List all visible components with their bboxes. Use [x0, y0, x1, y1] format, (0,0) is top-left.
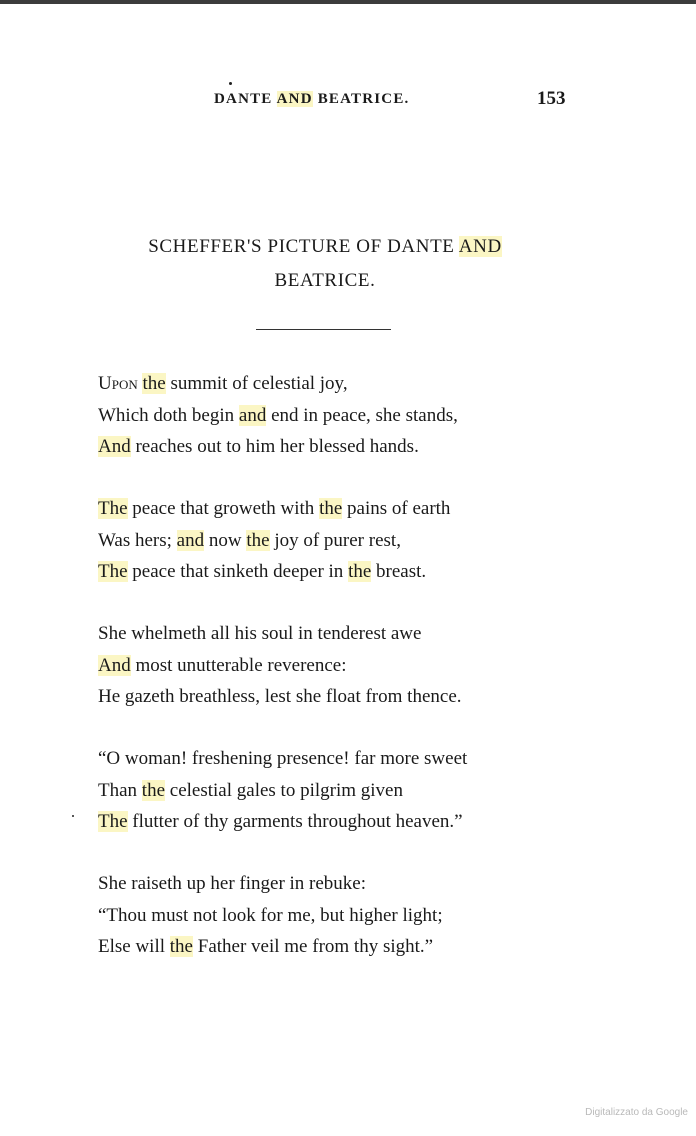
top-bar — [0, 0, 696, 4]
page-number: 153 — [537, 88, 566, 109]
title-rule — [256, 329, 391, 330]
verse-line: “Thou must not look for me, but higher light; — [98, 904, 443, 926]
verse-line: Than the celestial gales to pilgrim given — [98, 779, 403, 801]
google-watermark: Digitalizzato da Google — [585, 1107, 688, 1118]
stanza-5 — [98, 868, 443, 963]
search-highlight: The — [98, 498, 128, 519]
verse-line: Else will the Father veil me from thy sight.” — [98, 936, 434, 957]
search-highlight: the — [141, 779, 166, 801]
search-highlight: and — [238, 404, 267, 426]
stanza-4 — [98, 743, 467, 838]
verse-line: Which doth begin and end in peace, she stands, — [98, 404, 458, 426]
search-highlight: the — [246, 529, 270, 551]
verse-line: She raiseth up her finger in rebuke: — [98, 873, 367, 894]
search-highlight: the — [142, 373, 166, 394]
search-highlight: the — [348, 561, 372, 582]
running-head: DANTE AND BEATRICE. — [214, 91, 410, 107]
verse-line: And reaches out to him her blessed hands. — [98, 436, 419, 457]
search-highlight: The — [98, 811, 128, 832]
ink-speck — [229, 82, 232, 85]
verse-line: She whelmeth all his soul in tenderest awe — [98, 623, 422, 644]
search-highlight: And — [98, 654, 131, 676]
verse-line: Upon the summit of celestial joy, — [98, 373, 348, 394]
verse-line: The peace that sinketh deeper in the breast. — [98, 561, 427, 582]
verse-line: “O woman! freshening presence! far more sweet — [98, 748, 468, 769]
search-highlight: The — [98, 561, 128, 582]
verse-line: The flutter of thy garments throughout heaven.” — [98, 811, 463, 832]
search-highlight: AND — [276, 91, 313, 107]
poem-title: SCHEFFER'S PICTURE OF DANTE AND — [148, 236, 502, 257]
search-highlight: and — [176, 529, 205, 551]
stanza-3 — [98, 618, 462, 713]
search-highlight: the — [169, 936, 193, 957]
stanza-1 — [98, 368, 458, 463]
verse-line: And most unutterable reverence: — [98, 654, 347, 676]
search-highlight: the — [319, 498, 343, 519]
ink-speck — [72, 815, 74, 817]
verse-line: He gazeth breathless, lest she float from thence. — [98, 686, 462, 707]
verse-line: The peace that groweth with the pains of earth — [98, 498, 451, 519]
stanza-2 — [98, 493, 450, 588]
verse-line: Was hers; and now the joy of purer rest, — [98, 529, 401, 551]
search-highlight: AND — [458, 236, 502, 257]
search-highlight: And — [98, 436, 131, 457]
poem-title-continued: BEATRICE. — [274, 270, 376, 291]
